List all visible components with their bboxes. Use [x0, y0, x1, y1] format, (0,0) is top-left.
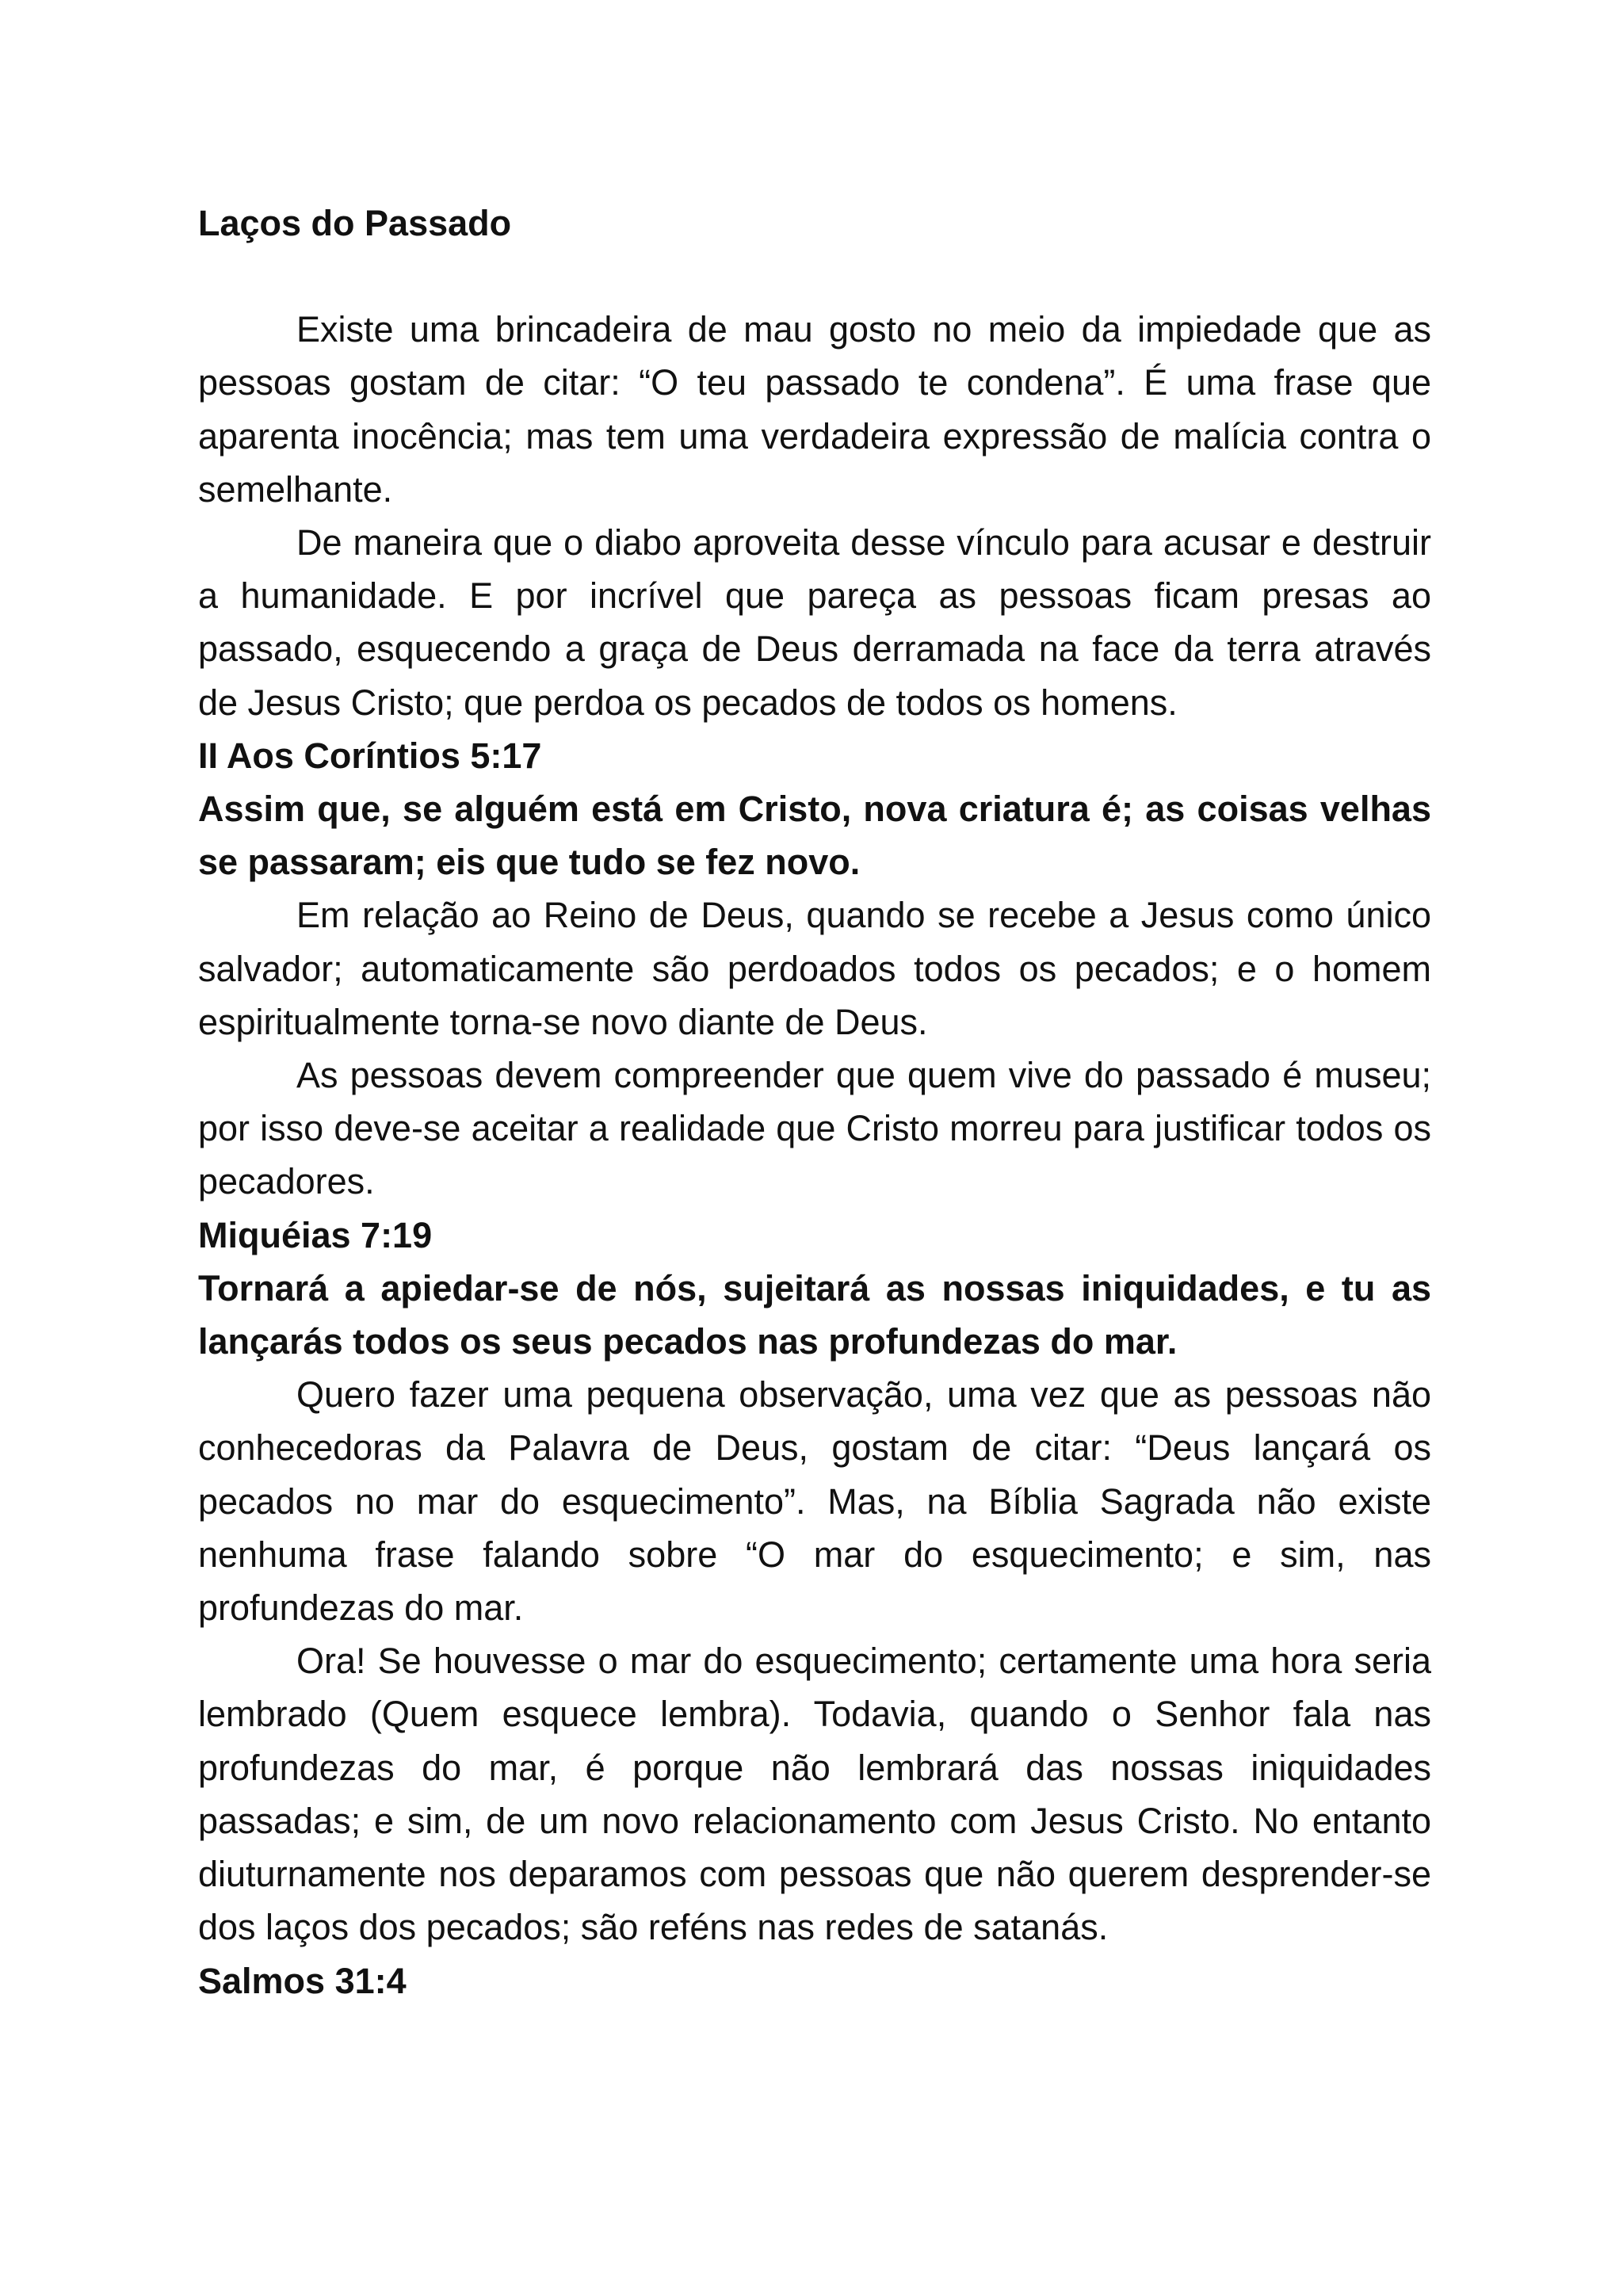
paragraph: Existe uma brincadeira de mau gosto no meio da impiedade que as pessoas gostam de citar: “O teu passado te condena”. É uma frase que aparenta inocência; mas tem uma verdadeira expressão de malícia contra o semelhante.	[198, 309, 1431, 510]
paragraph: De maneira que o diabo aproveita desse vínculo para acusar e destruir a humanidade. E por incrível que pareça as pessoas ficam presas ao passado, esquecendo a graça de Deus derramada na face da terra através de Jesus Cristo; que perdoa os pecados de todos os homens.	[198, 522, 1431, 723]
document-title: Laços do Passado	[198, 203, 512, 243]
scripture-reference: Salmos 31:4	[198, 1960, 407, 2001]
paragraph: Quero fazer uma pequena observação, uma vez que as pessoas não conhecedoras da Palavra de Deus, gostam de citar: “Deus lançará os pecados no mar do esquecimento”. Mas, na Bíblia Sagrada não existe nenhuma frase falando sobre “O mar do esquecimento; e sim, nas profundezas do mar.	[198, 1374, 1431, 1629]
scripture-reference: Miquéias 7:19	[198, 1214, 433, 1255]
scripture-quote: Tornará a apiedar-se de nós, sujeitará as nossas iniquidades, e tu as lançarás todos os seus pecados nas profundezas do mar.	[198, 1267, 1431, 1362]
scripture-quote: Assim que, se alguém está em Cristo, nova criatura é; as coisas velhas se passaram; eis que tudo se fez novo.	[198, 789, 1431, 883]
paragraph: Ora! Se houvesse o mar do esquecimento; certamente uma hora seria lembrado (Quem esquece lembra). Todavia, quando o Senhor fala nas profundezas do mar, é porque não lembrará das nossas iniquidades passadas; e sim, de um novo relacionamento com Jesus Cristo. No entanto diuturnamente nos deparamos com pessoas que não querem desprender-se dos laços dos pecados; são reféns nas redes de satanás.	[198, 1641, 1431, 1948]
paragraph: Em relação ao Reino de Deus, quando se recebe a Jesus como único salvador; automaticamente são perdoados todos os pecados; e o homem espiritualmente torna-se novo diante de Deus.	[198, 895, 1431, 1042]
paragraph: As pessoas devem compreender que quem vive do passado é museu; por isso deve-se aceitar a realidade que Cristo morreu para justificar todos os pecadores.	[198, 1055, 1431, 1202]
scripture-reference: II Aos Coríntios 5:17	[198, 735, 542, 776]
document-page	[198, 197, 1431, 2008]
